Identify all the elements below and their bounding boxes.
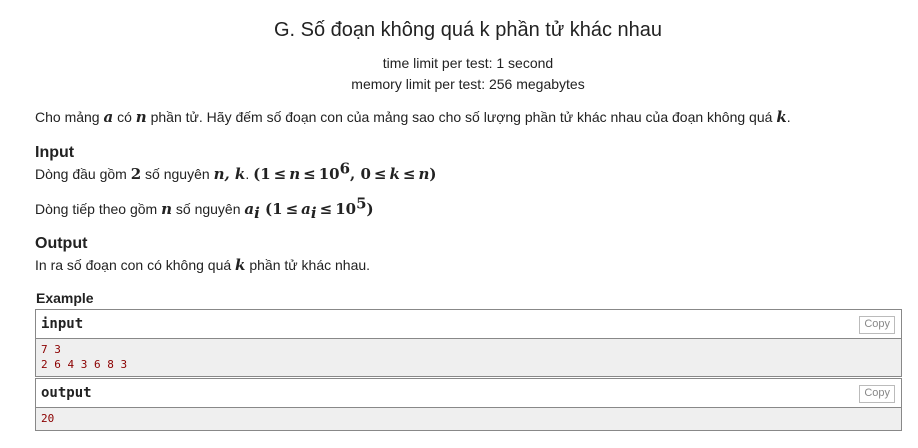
sample-input-line: 2 6 4 3 6 8 3 — [41, 358, 128, 371]
time-limit: time limit per test: 1 second — [382, 55, 554, 71]
problem-title: G. Số đoạn không quá k phần tử khác nhau — [273, 19, 663, 41]
output-line-1: In ra số đoạn con có không quá k phần tử khác nhau. — [35, 256, 371, 274]
input-line-1: Dòng đầu gồm 2 số nguyên n, k. ($1 \le n \le 10^6$, 0 ≤ k ≤ n) — [35, 159, 437, 183]
statement-paragraph: Cho mảng a có n phần tử. Hãy đếm số đoạn con của mảng sao cho số lượng phần tử khác nhau của đoạn không quá k. — [35, 108, 791, 126]
memory-limit: memory limit per test: 256 megabytes — [351, 76, 585, 92]
sample-input-line: 7 3 — [41, 343, 61, 356]
example-title: Example — [36, 290, 94, 306]
sample-output-label: output — [41, 385, 92, 401]
sample-output-line: 20 — [41, 412, 55, 425]
input-line-2: Dòng tiếp theo gồm n số nguyên $a_i$ $(1 \le a_i \le 10^5)$ — [35, 194, 374, 222]
copy-input-button[interactable]: Copy — [859, 316, 895, 334]
sample-input-content — [36, 339, 901, 376]
input-heading: Input — [35, 144, 75, 161]
sample-output-content — [36, 408, 901, 430]
sample-input-box — [35, 309, 902, 377]
sample-input-label: input — [41, 316, 84, 332]
copy-output-button[interactable]: Copy — [859, 385, 895, 403]
sample-input-header — [36, 310, 901, 339]
sample-output-box — [35, 378, 902, 431]
sample-output-header — [36, 379, 901, 408]
output-heading: Output — [35, 235, 88, 252]
